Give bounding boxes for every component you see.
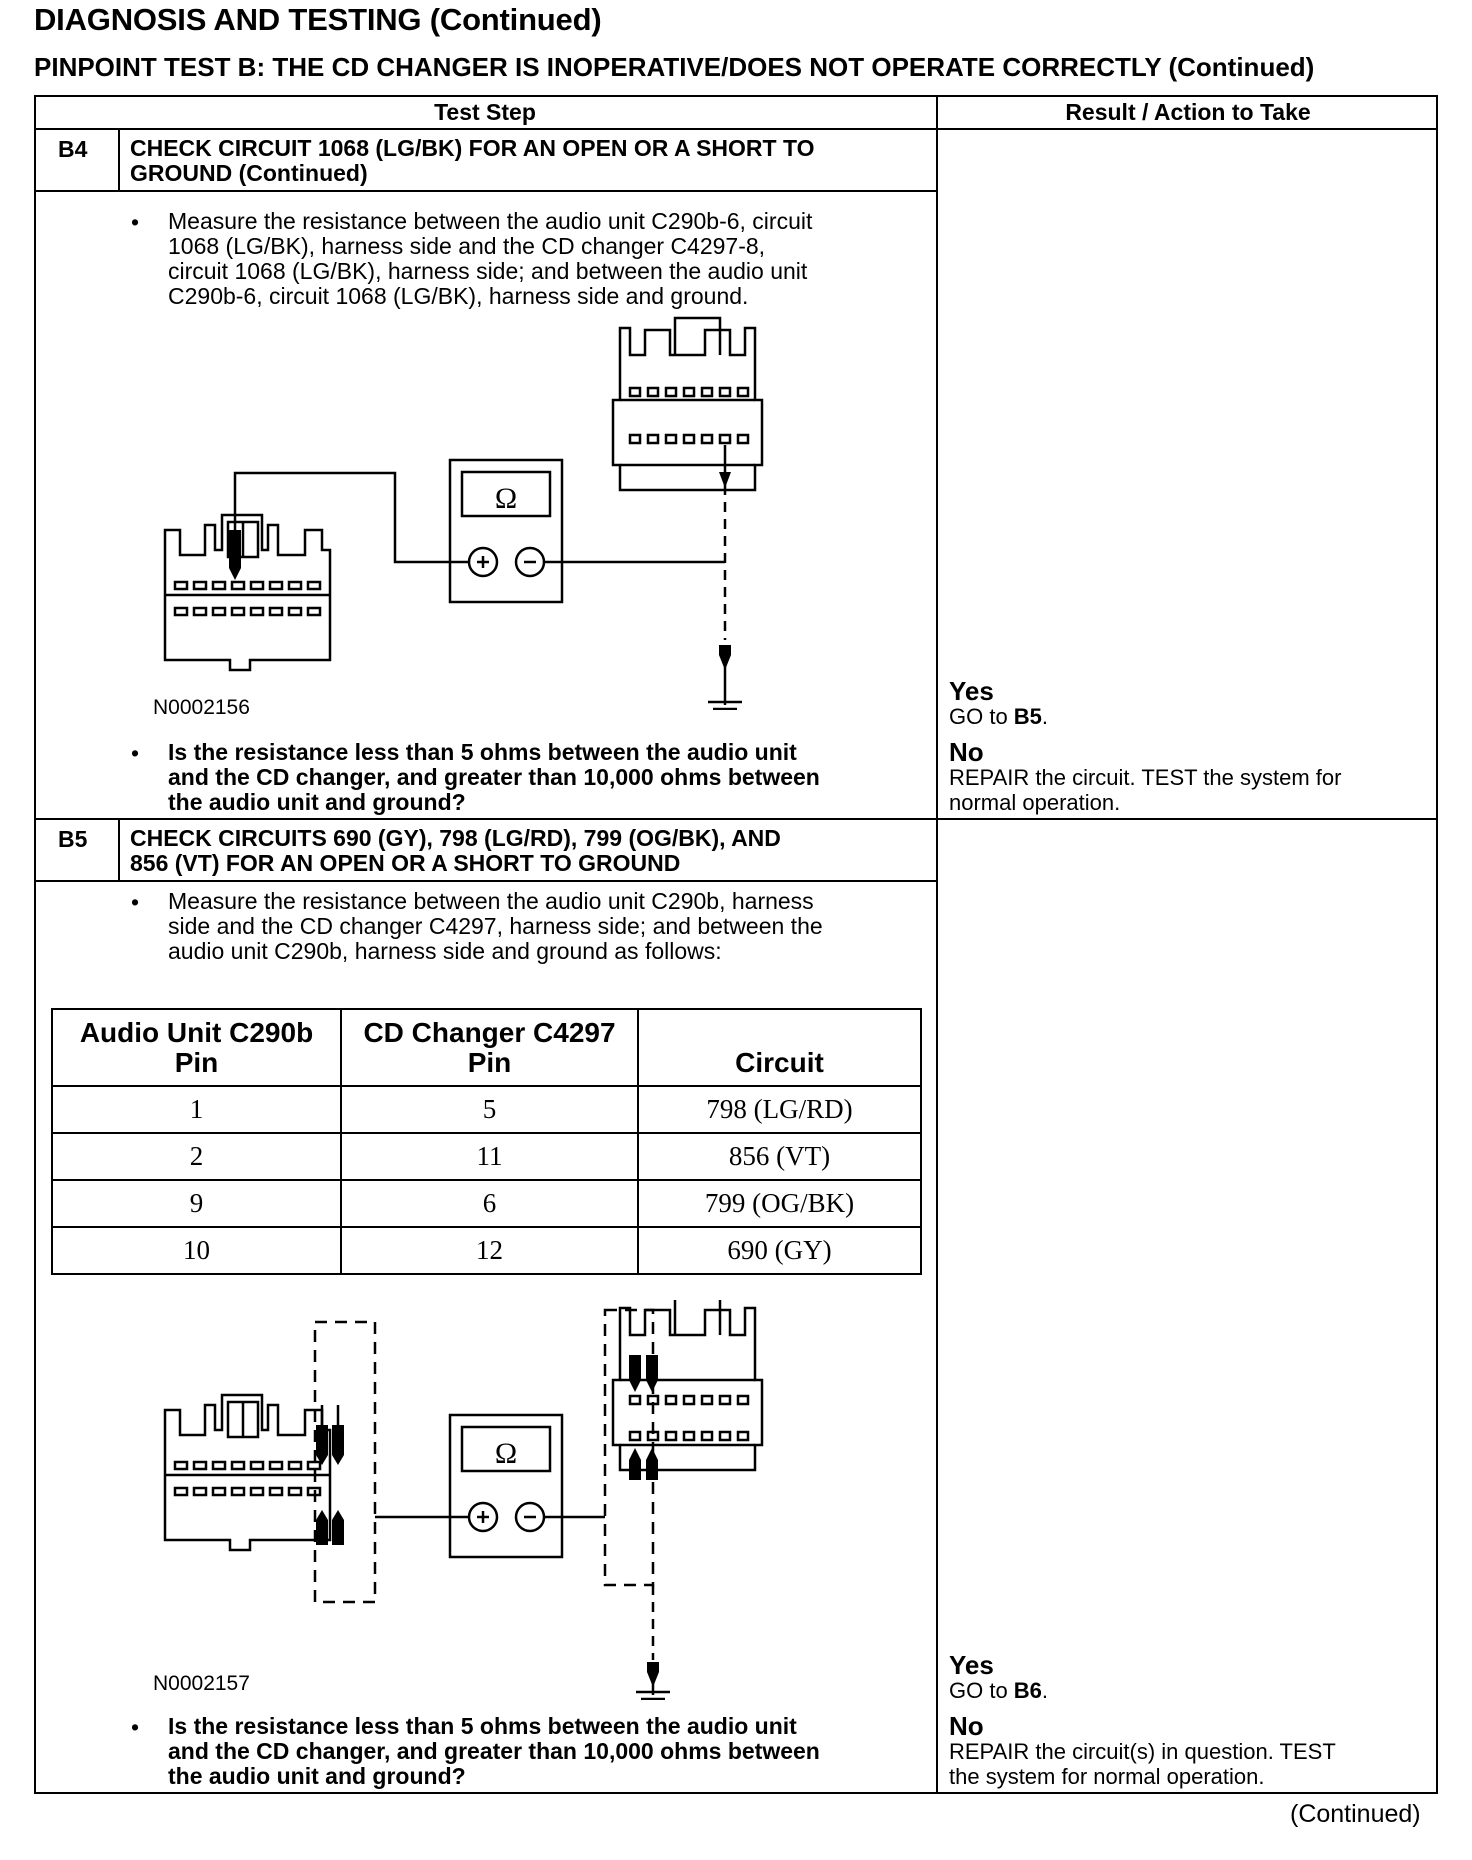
step-id: B4 <box>58 136 88 162</box>
table-row: 1 5 798 (LG/RD) <box>52 1086 921 1133</box>
b5-id-divider <box>118 818 120 881</box>
column-divider <box>936 95 938 1794</box>
b5-title-divider <box>34 880 938 882</box>
no-label: No <box>949 1711 984 1741</box>
b5-wiring-diagram <box>150 1300 800 1700</box>
table-header: CD Changer C4297 Pin <box>341 1009 638 1086</box>
ohm-symbol: Ω <box>494 482 518 515</box>
table-row: 9 6 799 (OG/BK) <box>52 1180 921 1227</box>
pin-circuit-table <box>51 1008 922 1275</box>
figure-id: N0002157 <box>153 1672 250 1695</box>
step-id: B5 <box>58 826 88 852</box>
no-label: No <box>949 737 984 767</box>
ohm-symbol: Ω <box>494 1437 518 1470</box>
step-instruction: Measure the resistance between the audio unit C290b, harness side and the CD changer C4297, harness side; and between the audio unit C290b, harness side and ground as follows: <box>168 888 823 964</box>
continued-label: (Continued) <box>1290 1800 1421 1828</box>
bullet: • <box>131 889 140 915</box>
pinpoint-test-title: PINPOINT TEST B: THE CD CHANGER IS INOPERATIVE/DOES NOT OPERATE CORRECTLY (Continued) <box>34 52 1315 82</box>
table-header: Audio Unit C290b Pin <box>52 1009 341 1086</box>
audio-unit-connector <box>165 1395 330 1550</box>
yes-action: GO to B5. <box>949 704 1049 729</box>
step-title: CHECK CIRCUIT 1068 (LG/BK) FOR AN OPEN OR A SHORT TO GROUND (Continued) <box>130 135 815 186</box>
bullet: • <box>131 1714 140 1740</box>
b4-id-divider <box>118 128 120 191</box>
page-title: DIAGNOSIS AND TESTING (Continued) <box>34 2 602 37</box>
audio-unit-connector <box>165 515 330 670</box>
yes-label: Yes <box>949 676 994 706</box>
goto-step-link[interactable]: B6 <box>1013 1678 1042 1703</box>
step-question: Is the resistance less than 5 ohms between the audio unit and the CD changer, and greater than 10,000 ohms between the audio unit and ground? <box>168 739 820 815</box>
b4-wiring-diagram <box>150 310 800 710</box>
header-divider <box>34 128 1438 130</box>
step-instruction: Measure the resistance between the audio unit C290b-6, circuit 1068 (LG/BK), harness side and the CD changer C4297-8, circuit 1068 (LG/BK), harness side; and between the audio unit C290b-6, circuit 1068 (LG/BK), harness side and ground. <box>168 208 813 309</box>
step-title: CHECK CIRCUITS 690 (GY), 798 (LG/RD), 799 (OG/BK), AND 856 (VT) FOR AN OPEN OR A SHORT TO GROUND <box>130 825 781 876</box>
bullet: • <box>131 740 140 766</box>
table-header: Circuit <box>638 1009 921 1086</box>
table-row: 10 12 690 (GY) <box>52 1227 921 1274</box>
table-row: 2 11 856 (VT) <box>52 1133 921 1180</box>
column-header-result: Result / Action to Take <box>1065 99 1311 125</box>
yes-label: Yes <box>949 1650 994 1680</box>
goto-step-link[interactable]: B5 <box>1013 704 1042 729</box>
no-action: REPAIR the circuit(s) in question. TEST the system for normal operation. <box>949 1739 1336 1789</box>
bullet: • <box>131 209 140 235</box>
b4-title-divider <box>34 190 938 192</box>
yes-action: GO to B6. <box>949 1678 1049 1703</box>
figure-id: N0002156 <box>153 696 250 719</box>
step-question: Is the resistance less than 5 ohms between the audio unit and the CD changer, and greater than 10,000 ohms between the audio unit and ground? <box>168 1713 820 1789</box>
no-action: REPAIR the circuit. TEST the system for normal operation. <box>949 765 1342 815</box>
step-divider <box>34 818 1438 820</box>
column-header-test-step: Test Step <box>434 99 536 125</box>
